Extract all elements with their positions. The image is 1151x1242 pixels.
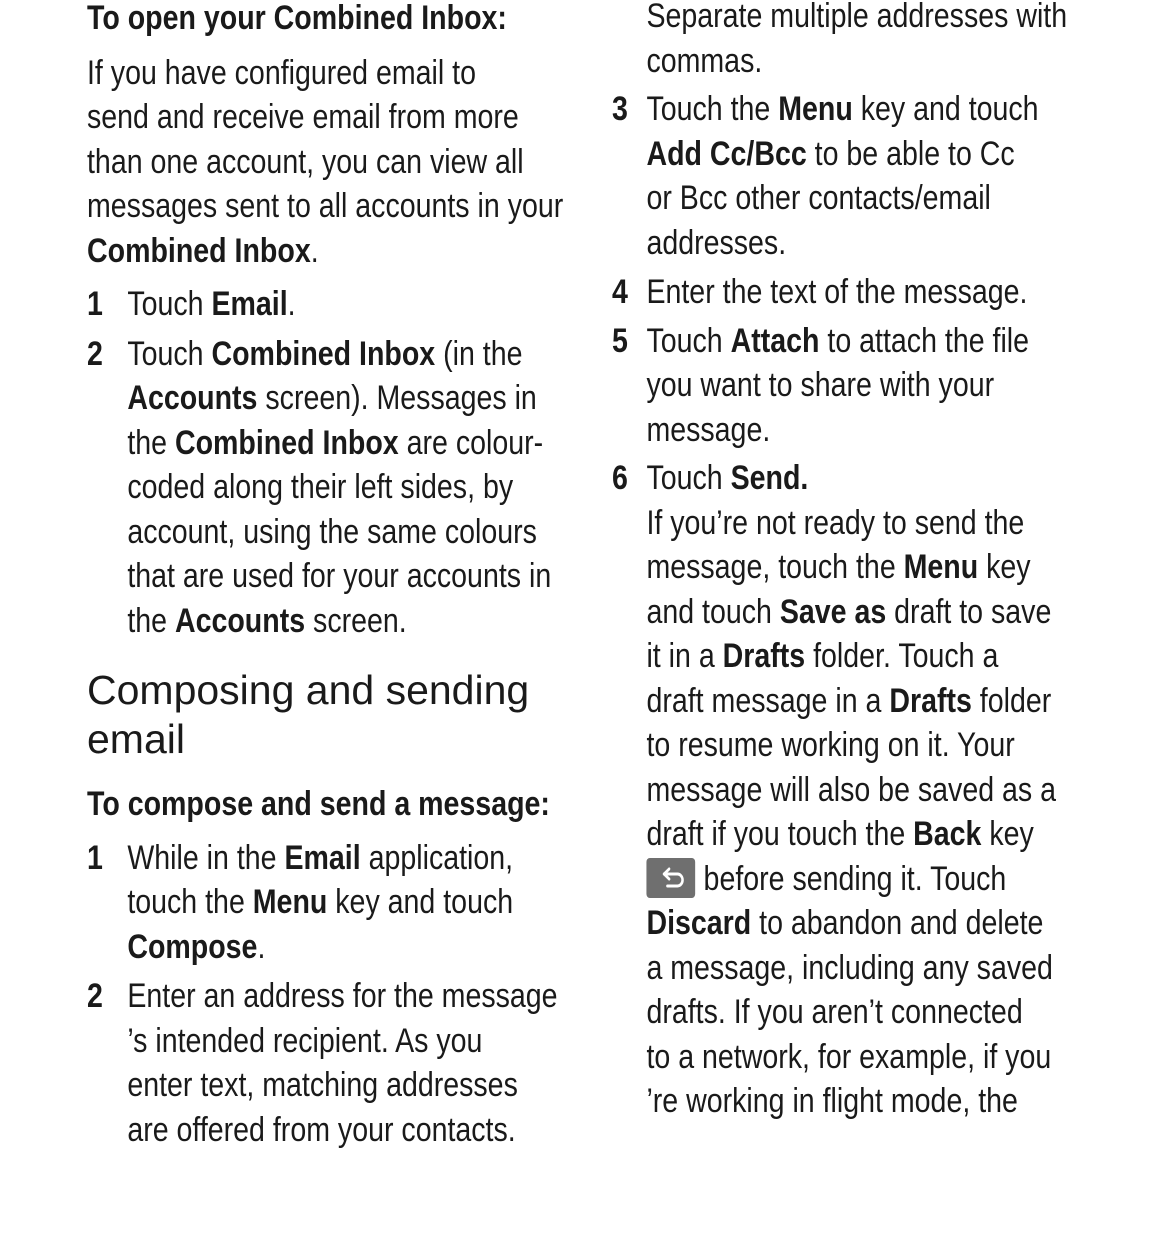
step-number: 6 — [612, 459, 628, 497]
compose-step-3: 3 Touch the Menu key and touch Add Cc/Bcc to be able to Cc or Bcc other contacts/email addresses. — [612, 87, 1087, 265]
compose-step-6: 6 Touch Send. If you’re not ready to send the message, touch the Menu key and touch Save as draft to save it in a Drafts folder. Touch a draft message in a Drafts folder to resume working on it. Your message will also be saved as a draft if you touch the Back key before sending it. Touch Discard to abandon and delete a message, including any saved drafts. If you aren’t connected to a network, for example, if you ’re working in flight mode, the — [612, 456, 1087, 1124]
compose-step-2-continued: Separate multiple addresses with commas. — [646, 0, 1068, 80]
section-title — [87, 666, 529, 764]
section-title-line1: Composing and sending — [87, 667, 530, 713]
step-number: 2 — [87, 977, 103, 1015]
compose-block — [87, 782, 577, 1152]
intro-line: send and receive email from more — [87, 98, 519, 136]
step-number: 1 — [87, 838, 103, 877]
step-number: 2 — [87, 334, 103, 373]
back-key-icon — [646, 858, 695, 898]
section-title-line2: email — [87, 716, 185, 762]
intro-line: messages sent to all accounts in your — [87, 187, 564, 225]
intro-line: If you have configured email to — [87, 53, 476, 92]
right-column — [612, 0, 1087, 1124]
compose-step-1: 1 While in the Email application, touch the Menu key and touch Compose. — [87, 836, 577, 970]
compose-step-4: 4 Enter the text of the message. — [612, 270, 1087, 315]
open-inbox-intro — [87, 51, 577, 274]
step-number: 4 — [612, 273, 628, 311]
step-number: 3 — [612, 90, 628, 128]
left-column — [87, 0, 577, 1149]
open-inbox-heading: To open your Combined Inbox: — [87, 0, 507, 37]
compose-heading: To compose and send a message: — [87, 785, 550, 823]
combined-inbox-term: Combined Inbox — [87, 231, 311, 270]
step-number: 1 — [87, 285, 103, 323]
right-column-text — [612, 0, 1087, 1124]
left-column-text — [87, 0, 577, 643]
intro-line: Combined Inbox. — [87, 231, 319, 270]
step-number: 5 — [612, 321, 628, 360]
open-step-1: 1 Touch Email. — [87, 282, 577, 327]
back-arrow-icon — [646, 858, 695, 898]
compose-step-5: 5 Touch Attach to attach the file you want to share with your message. — [612, 319, 1087, 453]
open-step-2: 2 Touch Combined Inbox (in the Accounts screen). Messages in the Combined Inbox are colour- coded along their left sides, by account, using the same colours that are used for your accounts in the Accounts screen. — [87, 332, 577, 644]
compose-step-2: 2 Enter an address for the message ’s intended recipient. As you enter text, matching addresses are offered from your contacts. — [87, 974, 577, 1152]
intro-line: than one account, you can view all — [87, 142, 524, 181]
